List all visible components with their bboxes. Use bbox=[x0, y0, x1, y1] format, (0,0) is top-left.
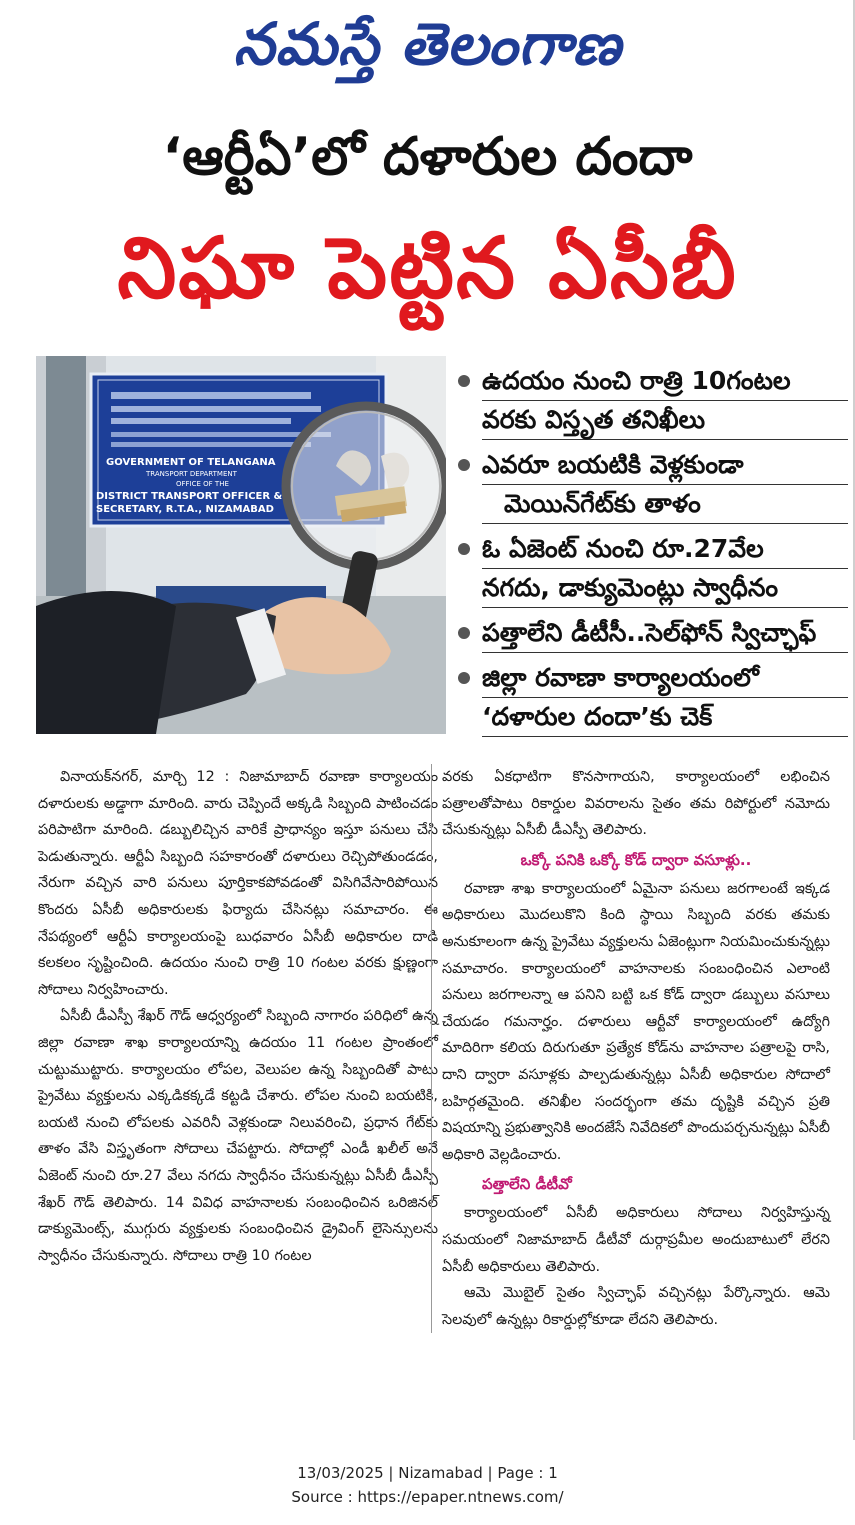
highlight-item bbox=[452, 362, 848, 440]
highlight-line: వరకు విస్తృత తనిఖీలు bbox=[482, 401, 848, 440]
source-link[interactable]: Source : https://epaper.ntnews.com/ bbox=[291, 1488, 564, 1506]
bullet-dot-icon bbox=[458, 627, 470, 639]
highlight-item bbox=[452, 659, 848, 737]
article-subheading: పత్తాలేని డీటీవో bbox=[482, 1175, 572, 1194]
highlights-list bbox=[452, 362, 848, 743]
bullet-dot-icon bbox=[458, 375, 470, 387]
highlight-line: ఎవరూ బయటికి వెళ్లకుండా bbox=[482, 446, 848, 485]
article-paragraph: రవాణా శాఖ కార్యాలయంలో ఏమైనా పనులు జరగాలంటే ఇక్కడ అధికారులు మొదలుకొని కింది స్థాయి సిబ్బంది వరకు తమకు అనుకూలంగా ఉన్న ప్రైవేటు వ్యక్తులను ఏజెంట్లుగా నియమించుకున్నట్లు సమాచారం. కార్యాలయంలో వాహనాలకు సంబంధించిన ఎలాంటి పనులు జరగాలన్నా ఆ పనిని బట్టి ఒక కోడ్ ద్వారా డబ్బులు వసూలు చేయడం గమనార్హం. దళారులు ఆర్టీవో కార్యాలయంలో ఉద్యోగి మాదిరిగా కలియ దిరుగుతూ ప్రత్యేక కోడ్‌ను వాహనాల పత్రాలపై రాసి, దాని ద్వారా వసూళ్లకు పాల్పడుతున్నట్లు ఏసీబీ అధికారుల సోదాలో బహిర్గతమైంది. తనిఖీల సందర్భంగా తమ దృష్టికి వచ్చిన ప్రతి విషయాన్ని ప్రభుత్వానికి అందజేసే నివేదికలో పొందుపర్చనున్నట్లు ఏసీబీ అధికారి వెల్లడించారు. bbox=[442, 880, 830, 1163]
article-right-column bbox=[431, 764, 830, 1333]
highlight-line: నగదు, డాక్యుమెంట్లు స్వాధీనం bbox=[482, 569, 848, 608]
page-info: 13/03/2025 | Nizamabad | Page : 1 bbox=[297, 1464, 558, 1482]
highlight-line: జిల్లా రవాణా కార్యాలయంలో bbox=[482, 659, 848, 698]
newspaper-masthead: నమస్తే తెలంగాణ bbox=[233, 10, 622, 78]
headline: ‘ఆర్టీఏ’లో దళారుల దందా bbox=[162, 127, 693, 187]
sign-line-3: OFFICE OF THE bbox=[176, 480, 229, 488]
sign-line-2: TRANSPORT DEPARTMENT bbox=[146, 470, 237, 478]
highlight-line: ఉదయం నుంచి రాత్రి 10గంటల bbox=[482, 362, 848, 401]
article-paragraph: వరకు ఏకధాటిగా కొనసాగాయని, కార్యాలయంలో లభించిన పత్రాలతోపాటు రికార్డుల వివరాలను సైతం తమ రిపోర్టులో నమోదు చేసుకున్నట్లు ఏసీబీ డీఎస్పీ తెలిపారు. bbox=[442, 769, 830, 839]
sign-line-5: SECRETARY, R.T.A., NIZAMABAD bbox=[96, 504, 274, 515]
bullet-dot-icon bbox=[458, 672, 470, 684]
article-subheading: ఒక్కో పనికి ఒక్కో కోడ్ ద్వారా వసూళ్లు.. bbox=[520, 850, 752, 869]
highlight-line: ‘దళారుల దందా’కు చెక్ bbox=[482, 698, 848, 737]
article-paragraph: వినాయక్‌నగర్, మార్చి 12 : నిజామాబాద్ రవాణా కార్యాలయం దళారులకు అడ్డాగా మారింది. వారు చెప్పిందే అక్కడి సిబ్బంది పాటించడం పరిపాటిగా మారింది. డబ్బులిచ్చిన వారికే ప్రాధాన్యం ఇస్తూ పనులు చేసి పెడుతున్నారు. ఆర్టీఏ సిబ్బంది సహకారంతో దళారులు రెచ్చిపోతుండడం, నేరుగా వచ్చిన వారి పనులు పూర్తికాకపోవడంతో విసిగివేసారిపోయిన కొందరు ఏసీబీ అధికారులకు ఫిర్యాదు చేసినట్లు సమాచారం. ఈ నేపథ్యంలో ఆర్టీఏ కార్యాలయంపై బుధవారం ఏసీబీ అధికారుల దాడి కలకలం సృష్టించింది. ఉదయం నుంచి రాత్రి 10 గంటల వరకు క్షుణ్ణంగా సోదాలు నిర్వహించారు. bbox=[38, 769, 438, 998]
sign-line-4: DISTRICT TRANSPORT OFFICER & bbox=[96, 491, 283, 502]
sign-line-1: GOVERNMENT OF TELANGANA bbox=[106, 457, 276, 468]
article-left-column bbox=[38, 764, 438, 1269]
news-photo bbox=[36, 356, 446, 734]
highlight-line: మెయిన్‌గేట్‌కు తాళం bbox=[482, 485, 848, 524]
magnifying-glass-icon bbox=[286, 406, 446, 566]
highlight-item bbox=[452, 530, 848, 608]
bullet-dot-icon bbox=[458, 543, 470, 555]
highlight-line: పత్తాలేని డీటీసీ..సెల్‌ఫోన్ స్విచ్ఛాఫ్ bbox=[482, 614, 848, 653]
article-paragraph: ఏసీబీ డీఎస్పీ శేఖర్ గౌడ్ ఆధ్వర్యంలో సిబ్బంది నాగారం పరిధిలో ఉన్న జిల్లా రవాణా శాఖ కార్యాలయాన్ని ఉదయం 11 గంటల ప్రాంతంలో చుట్టుముట్టారు. కార్యాలయం లోపల, వెలుపల ఉన్న సిబ్బందితో పాటు ప్రైవేటు వ్యక్తులను ఎక్కడికక్కడే కట్టడి చేశారు. లోపల నుంచి బయటికి, బయటి నుంచి లోపలకు ఎవరినీ వెళ్లకుండా నిలువరించి, ప్రధాన గేట్‌కు తాళం వేసి విస్తృతంగా సోదాలు చేపట్టారు. సోదాల్లో ఎండీ ఖలీల్ అనే ఏజెంట్ నుంచి రూ.27 వేలు నగదు స్వాధీనం చేసుకున్నట్లు ఏసీబీ డీఎస్పీ శేఖర్ గౌడ్ తెలిపారు. 14 వివిధ వాహనాలకు సంబంధించిన ఒరిజినల్ డాక్యుమెంట్స్, ముగ్గురు వ్యక్తులకు సంబంధించిన డ్రైవింగ్ లైసెన్సులను స్వాధీనం చేసుకున్నారు. సోదాలు రాత్రి 10 గంటల bbox=[38, 1008, 438, 1264]
highlight-item bbox=[452, 446, 848, 524]
main-headline: నిఘా పెట్టిన ఏసీబీ bbox=[117, 219, 738, 317]
highlight-line: ఓ ఏజెంట్ నుంచి రూ.27వేల bbox=[482, 530, 848, 569]
bullet-dot-icon bbox=[458, 459, 470, 471]
highlight-item bbox=[452, 614, 848, 653]
article-paragraph: కార్యాలయంలో ఏసీబీ అధికారులు సోదాలు నిర్వహిస్తున్న సమయంలో నిజామాబాద్ డీటీవో దుర్గాప్రమీల అందుబాటులో లేరని ఏసీబీ అధికారులు తెలిపారు. bbox=[442, 1205, 830, 1275]
article-paragraph: ఆమె మొబైల్ సైతం స్విచ్ఛాఫ్ వచ్చినట్లు పేర్కొన్నారు. ఆమె సెలవులో ఉన్నట్లు రికార్డుల్లోకూడా లేదని తెలిపారు. bbox=[442, 1285, 830, 1328]
